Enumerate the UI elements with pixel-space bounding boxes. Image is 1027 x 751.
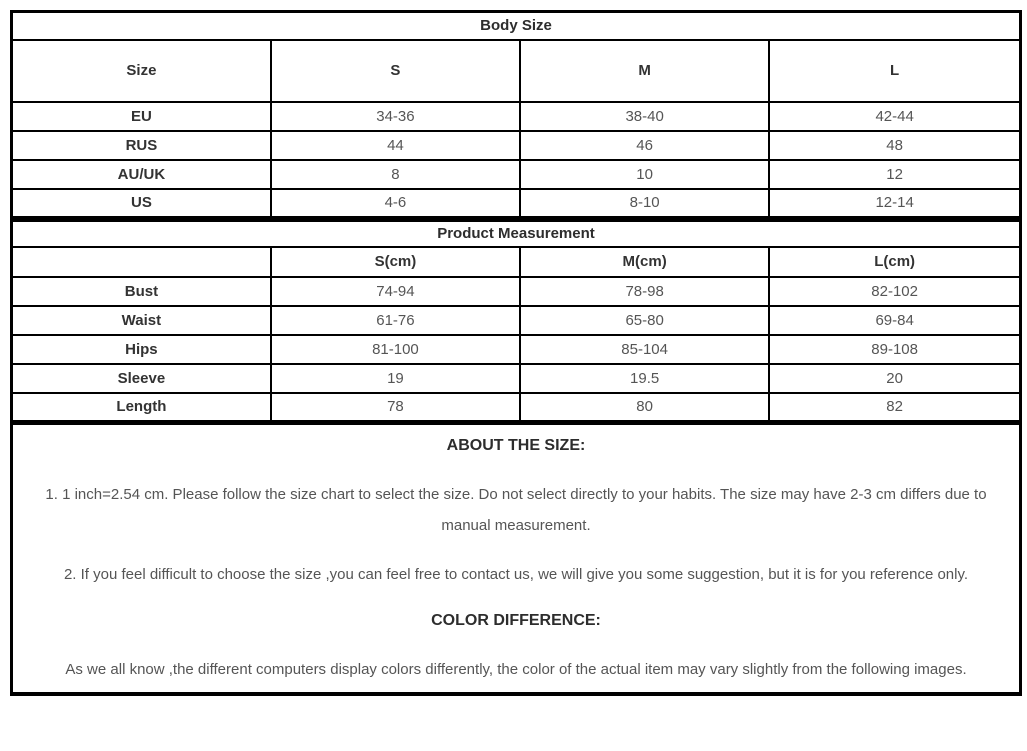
product-measurement-table [10,219,1022,423]
table-cell: 82 [769,393,1020,422]
table-row-waist [12,306,1021,335]
table-cell: 46 [520,131,769,160]
product-measurement-title: Product Measurement [12,221,1021,247]
table-row [12,247,1021,277]
table-cell: 19.5 [520,364,769,393]
color-difference-note: As we all know ,the different computers display colors differently, the color of the actual item may vary slightly from the following images. [65,661,967,678]
table-cell: 44 [271,131,520,160]
table-cell: 48 [769,131,1020,160]
table-cell: 8 [271,160,520,189]
table-row-length [12,393,1021,422]
table-row [12,12,1021,40]
table-cell: 20 [769,364,1020,393]
table-row [12,40,1021,102]
row-label: EU [12,102,271,131]
table-cell: 82-102 [769,277,1020,306]
column-header-blank [12,247,271,277]
table-cell: 74-94 [271,277,520,306]
row-label: Hips [12,335,271,364]
table-row-rus [12,131,1021,160]
table-row-sleeve [12,364,1021,393]
column-header-m: M [520,40,769,102]
row-label: RUS [12,131,271,160]
about-the-size-heading: ABOUT THE SIZE: [446,437,586,454]
row-label: Bust [12,277,271,306]
notes-box [10,423,1022,696]
table-cell: 12 [769,160,1020,189]
table-cell: 19 [271,364,520,393]
table-cell: 61-76 [271,306,520,335]
about-note-2: 2. If you feel difficult to choose the size ,you can feel free to contact us, we will give you some suggestion, but it is for you reference only. [63,566,969,583]
color-difference-heading: COLOR DIFFERENCE: [431,612,601,629]
about-note-1: 1. 1 inch=2.54 cm. Please follow the size chart to select the size. Do not select directly to your habits. The size may have 2-3 cm differs due to manual measurement. [45,486,987,534]
column-header-lcm: L(cm) [769,247,1020,277]
table-row-eu [12,102,1021,131]
table-cell: 65-80 [520,306,769,335]
row-label: US [12,189,271,218]
table-cell: 38-40 [520,102,769,131]
table-cell: 12-14 [769,189,1020,218]
body-size-title: Body Size [12,12,1021,40]
table-cell: 80 [520,393,769,422]
column-header-mcm: M(cm) [520,247,769,277]
table-row [12,221,1021,247]
table-cell: 78 [271,393,520,422]
body-size-table [10,10,1022,219]
table-cell: 69-84 [769,306,1020,335]
table-row-hips [12,335,1021,364]
column-header-l: L [769,40,1020,102]
table-cell: 85-104 [520,335,769,364]
table-row-bust [12,277,1021,306]
column-header-size: Size [12,40,271,102]
table-cell: 10 [520,160,769,189]
column-header-s: S [271,40,520,102]
row-label: Waist [12,306,271,335]
table-row-auuk [12,160,1021,189]
size-chart-sheet [10,10,1022,696]
row-label: Sleeve [12,364,271,393]
row-label: AU/UK [12,160,271,189]
table-cell: 34-36 [271,102,520,131]
table-cell: 8-10 [520,189,769,218]
table-cell: 42-44 [769,102,1020,131]
table-cell: 78-98 [520,277,769,306]
table-cell: 4-6 [271,189,520,218]
table-row-us [12,189,1021,218]
table-cell: 81-100 [271,335,520,364]
column-header-scm: S(cm) [271,247,520,277]
row-label: Length [12,393,271,422]
table-cell: 89-108 [769,335,1020,364]
